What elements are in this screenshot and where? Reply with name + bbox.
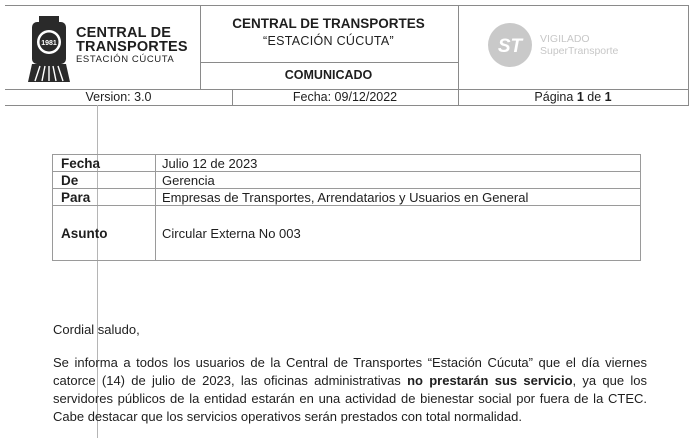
greeting: Cordial saludo, [53,322,140,337]
logo-badge-text: 1981 [41,40,57,47]
brand-line1: CENTRAL DE [76,25,172,41]
brand-name [76,26,188,66]
page-of: de [583,90,605,104]
table-row [53,206,641,261]
page-total: 1 [604,90,612,104]
paragraph-bold: no prestarán sus servicio [407,373,573,388]
document-title: CENTRAL DE TRANSPORTES [232,16,425,31]
supertransporte-logo-icon [487,22,533,68]
asunto-value: Circular Externa No 003 [156,206,641,261]
document-type: COMUNICADO [284,68,373,82]
para-value: Empresas de Transportes, Arrendatarios y Usuarios en General [156,189,641,206]
table-row [53,189,641,206]
de-value: Gerencia [156,172,641,189]
st-mark-text: ST [497,36,523,57]
vigilado-label [540,33,618,57]
fecha-value: Julio 12 de 2023 [156,155,641,172]
page-number-label [458,90,688,104]
vigilado-line2: SuperTransporte [540,45,619,57]
document-subtitle: “ESTACIÓN CÚCUTA” [262,34,395,48]
page-current: 1 [576,90,584,104]
header-bottom-border [5,105,689,106]
header-mid-border [200,62,458,63]
brand-line3: ESTACIÓN CÚCUTA [76,54,175,65]
version-label: Version: 3.0 [85,90,152,104]
table-row [53,172,641,189]
header-right-border [688,5,689,105]
brand-line2: TRANSPORTES [76,39,188,55]
paragraph-part2: , ya que los servidores públicos de la entidad estarán en una actividad de bienestar social por fuera de la CTEC. Cabe destacar que los servicios operativos serán prestados con total normalidad. [53,373,647,424]
locomotive-logo-icon [26,14,72,84]
paragraph-part1: Se informa a todos los usuarios de la Central de Transportes “Estación Cúcuta” que el día viernes catorce (14) de julio de 2023, las oficinas administrativas [53,355,647,388]
fecha-label: Fecha [53,155,156,172]
asunto-label: Asunto [53,206,156,261]
memo-info-table [52,154,641,261]
table-row [53,155,641,172]
para-label: Para [53,189,156,206]
de-label: De [53,172,156,189]
body-paragraph [53,354,647,426]
page-prefix: Página [534,90,577,104]
header-top-border [5,5,689,6]
vigilado-line1: VIGILADO [540,33,590,45]
issue-date-label: Fecha: 09/12/2022 [292,90,398,104]
